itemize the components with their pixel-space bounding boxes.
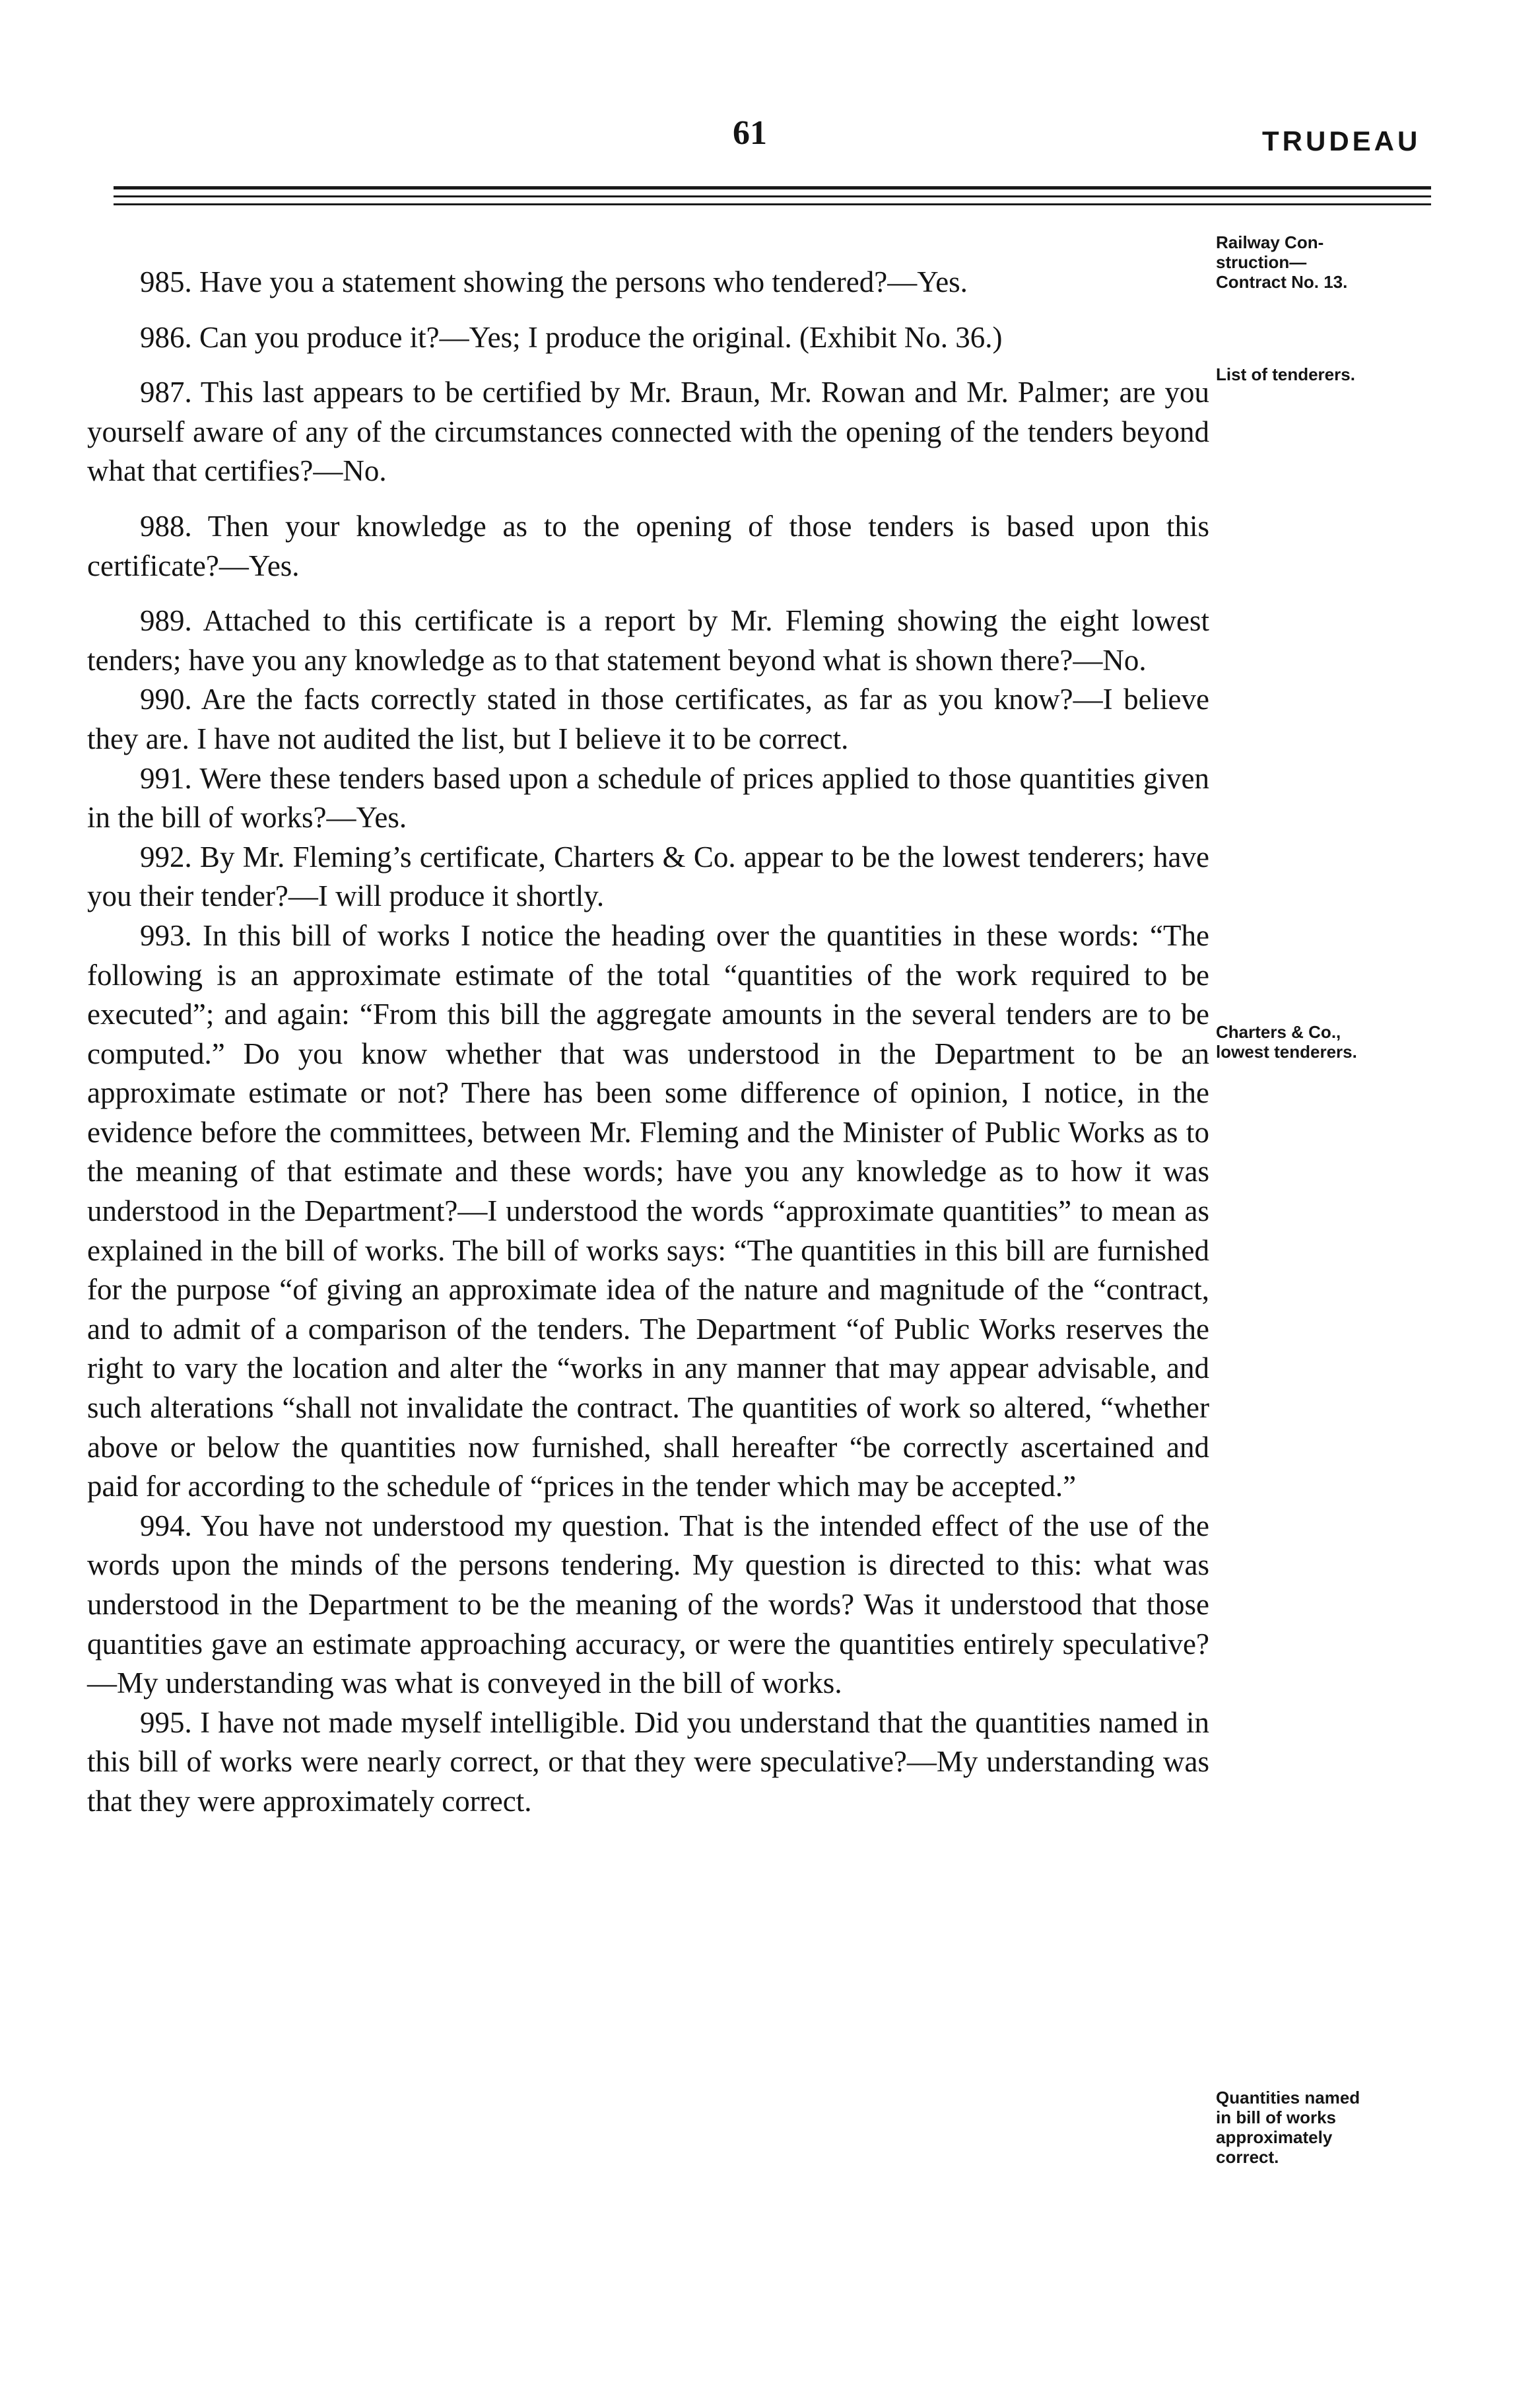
header-rule [114,186,1431,189]
header-rule [114,195,1431,197]
question-991: 991. Were these tenders based upon a schedule of prices applied to those quantities given in the bill of works?—Yes. [87,761,1209,835]
running-head: TRUDEAU [1262,125,1421,156]
margin-note-quantities-approximate [1216,2088,1467,2167]
question-995: 995. I have not made myself intelligible. Did you understand that the quantities named in this bill of works were nearly correct, or that they were speculative?—My understanding was that they were approximately correct. [87,1705,1209,1818]
margin-note-line: List of tenderers. [1216,364,1355,384]
margin-note-line: lowest tenderers. [1216,1042,1357,1062]
question-986: 986. Can you produce it?—Yes; I produce the original. (Exhibit No. 36.) [140,320,1003,354]
margin-note-line: approximately [1216,2127,1333,2147]
margin-note-list-of-tenderers [1216,364,1467,384]
testimony-body [87,263,1209,1822]
question-987: 987. This last appears to be certified by Mr. Braun, Mr. Rowan and Mr. Palmer; are you yourself aware of any of the circumstances connected with the opening of the tenders beyond what that certifies?—No. [87,376,1209,488]
margin-note-line: Railway Con- [1216,232,1324,252]
margin-note-line: correct. [1216,2147,1279,2167]
margin-note-line: Quantities named [1216,2088,1360,2107]
margin-note-line: struction— [1216,252,1307,272]
question-988: 988. Then your knowledge as to the opening of those tenders is based upon this certificate?—Yes. [87,509,1209,582]
margin-note-line: Contract No. 13. [1216,272,1348,292]
margin-note-railway-construction [1216,232,1467,292]
question-985: 985. Have you a statement showing the persons who tendered?—Yes. [140,265,968,298]
margin-note-line: Charters & Co., [1216,1022,1341,1042]
margin-note-line: in bill of works [1216,2107,1337,2127]
question-989: 989. Attached to this certificate is a report by Mr. Fleming showing the eight lowest tenders; have you any knowledge as to that statement beyond what is shown there?—No. [87,604,1209,677]
question-993: 993. In this bill of works I notice the heading over the quantities in these words: “The following is an approximate estimate of the total “quantities of the work required to be executed”; and again: “From this bill the aggregate amounts in the several tenders are to be computed.” Do you know whether that was understood in the Department to be an approximate estimate or not? There has been some difference of opinion, I notice, in the evidence before the committees, between Mr. Fleming and the Minister of Public Works as to the meaning of that estimate and these words; have you any knowledge as to how it was understood in the Department?—I understood the words “approximate quantities” to mean as explained in the bill of works. The bill of works says: “The quantities in this bill are furnished for the purpose “of giving an approximate idea of the nature and magnitude of the “contract, and to admit of a comparison of the tenders. The Department “of Public Works reserves the right to vary the location and alter the “works in any manner that may appear advisable, and such alterations “shall not invalidate the contract. The quantities of work so altered, “whether above or below the quantities now furnished, shall hereafter “be correctly ascertained and paid for according to the schedule of “prices in the tender which may be accepted.” [87,918,1209,1503]
question-994: 994. You have not understood my question. That is the intended effect of the use of the words upon the minds of the persons tendering. My question is directed to this: what was understood in the Department to be the meaning of the words? Was it understood that those quantities gave an estimate approaching accuracy, or were the quantities entirely speculative?—My understanding was what is conveyed in the bill of works. [87,1509,1209,1700]
question-990: 990. Are the facts correctly stated in those certificates, as far as you know?—I believe they are. I have not audited the list, but I believe it to be correct. [87,683,1209,755]
header-rule [114,203,1431,205]
page-number: 61 [733,114,767,152]
question-992: 992. By Mr. Fleming’s certificate, Charters & Co. appear to be the lowest tenderers; have you their tender?—I will produce it shortly. [87,840,1209,913]
margin-note-charters-lowest [1216,1022,1467,1062]
